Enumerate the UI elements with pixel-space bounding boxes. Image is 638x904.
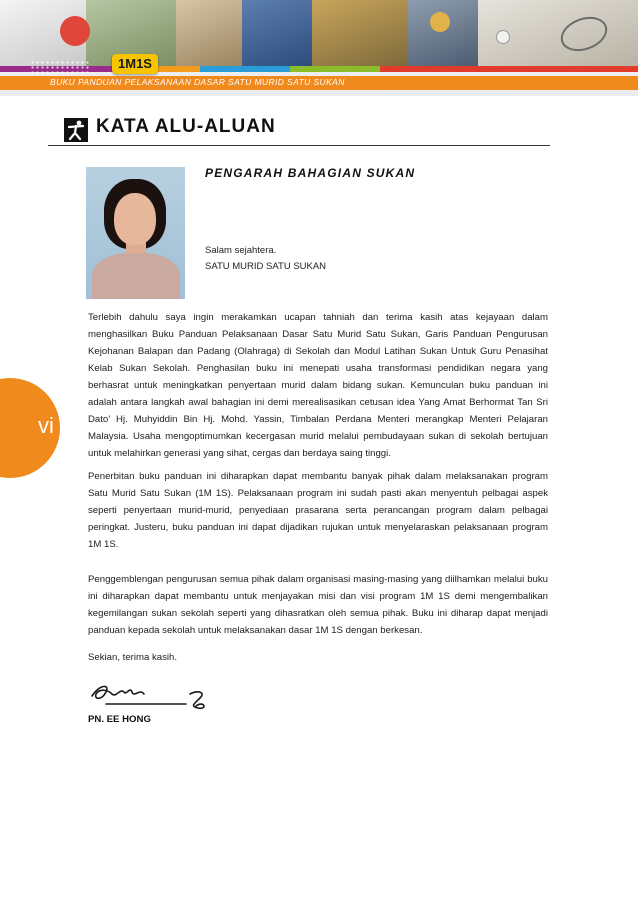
portrait-face <box>114 193 156 245</box>
paragraph-1: Terlebih dahulu saya ingin merakamkan ucapan tahniah dan terima kasih atas kejayaan dalam menghasilkan Buku Panduan Pelaksanaan Dasar Satu Murid Satu Sukan, Garis Panduan Pengurusan Kejohanan Balapan dan Padang (Olahraga) di Sekolah dan Modul Latihan Sukan Untuk Guru Penasihat Kelab Sukan Sekolah. Penghasilan buku ini menepati usaha transformasi pendidikan negara yang berhasrat untuk meningkatkan penyertaan murid dalam bidang sukan. Kemunculan buku panduan ini adalah antara langkah awal bahagian ini demi merealisasikan cetusan idea Yang Amat Berhormat Tan Sri Dato’ Hj. Muhyiddin Bin Hj. Mohd. Yassin, Timbalan Perdana Menteri merangkap Menteri Pelajaran Malaysia. Usaha mengoptimumkan kecergasan murid melalui pembudayaan sukan di sekolah bertujuan untuk melahirkan generasi yang sihat, cergas dan berdaya saing tinggi. <box>88 312 548 459</box>
signer-name: PN. EE HONG <box>88 714 151 725</box>
sports-photo-takraw <box>408 0 478 66</box>
page-number: vi <box>38 413 54 438</box>
sports-photo-running <box>176 0 242 66</box>
portrait-photo <box>86 167 185 299</box>
1m1s-logo: 1M1S <box>112 54 158 74</box>
color-stripe <box>200 66 290 72</box>
signature <box>86 676 216 716</box>
greeting-slogan: SATU MURID SATU SUKAN <box>205 261 327 272</box>
shuttlecock-icon <box>496 30 510 44</box>
athlete-icon <box>64 118 88 142</box>
ball-icon <box>430 12 450 32</box>
paragraph-2: Penerbitan buku panduan ini diharapkan dapat membantu banyak pihak dalam melaksanakan program Satu Murid Satu Sukan (1M 1S). Pelaksanaan program ini sudah pasti akan menyentuh pelbagai aspek seperti penyertaan murid-murid, penyediaan prasarana serta perancangan program dalam pelbagai peringkat. Justeru, buku panduan ini dapat dijadikan rujukan untuk menyelaraskan pelaksanaan program 1M 1S. <box>88 471 548 550</box>
banner-title: BUKU PANDUAN PELAKSANAAN DASAR SATU MURID SATU SUKAN <box>50 77 345 87</box>
dot-pattern <box>30 60 90 74</box>
section-divider <box>48 145 550 146</box>
color-stripe <box>380 66 638 72</box>
sports-photo-basketball <box>242 0 312 66</box>
color-stripe <box>290 66 380 72</box>
header-banner <box>0 0 638 96</box>
section-title: KATA ALU-ALUAN <box>96 116 276 137</box>
sports-photo-football <box>312 0 408 66</box>
ping-pong-paddle-icon <box>60 16 90 46</box>
role-heading: PENGARAH BAHAGIAN SUKAN <box>205 166 416 180</box>
greeting-line: Salam sejahtera. <box>205 245 277 256</box>
closing-line: Sekian, terima kasih. <box>88 652 178 663</box>
paragraph-3: Penggemblengan pengurusan semua pihak dalam organisasi masing-masing yang diilhamkan melalui buku ini diharapkan dapat membantu untuk menjayakan misi dan visi program 1M 1S demi mengembalikan kegemilangan sukan sekolah seperti yang dihasratkan oleh semua pihak. Buku ini diharap dapat menjadi panduan kepada sekolah untuk melaksanakan dasar 1M 1S dengan berkesan. <box>88 574 548 636</box>
portrait-body <box>92 253 180 299</box>
